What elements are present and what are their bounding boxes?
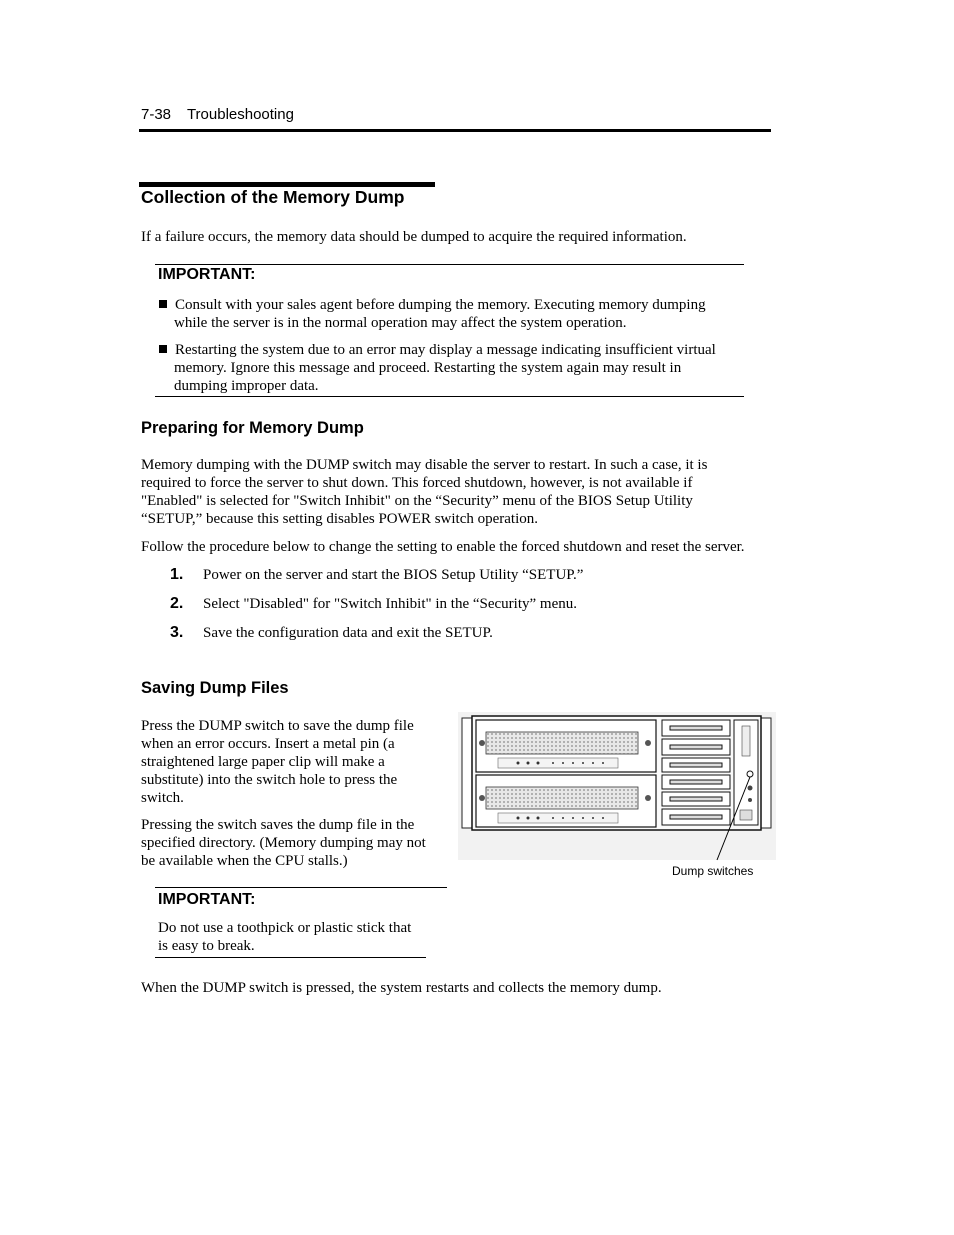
text-line: be available when the CPU stalls.) <box>141 853 348 869</box>
text-line: “SETUP,” because this setting disables POWER switch operation. <box>141 511 539 527</box>
step-text: Power on the server and start the BIOS Setup Utility “SETUP.” <box>203 567 584 583</box>
important-bullet-1 <box>159 296 744 332</box>
bullet-line: Consult with your sales agent before dumping the memory. Executing memory dumping <box>175 297 706 313</box>
section-title: Collection of the Memory Dump <box>141 187 405 207</box>
step-text: Save the configuration data and exit the SETUP. <box>203 625 493 641</box>
text-line: switch. <box>141 790 184 806</box>
running-section-title: Troubleshooting <box>186 106 294 123</box>
bezel-unit-bottom <box>476 775 656 827</box>
saving-paragraph-1 <box>141 717 446 807</box>
text-line: Press the DUMP switch to save the dump file <box>141 718 414 734</box>
dump-switch-hole-icon <box>747 771 753 777</box>
subsection-title-preparing: Preparing for Memory Dump <box>141 419 364 437</box>
subsection-title-saving: Saving Dump Files <box>141 679 289 697</box>
bullet-line: Restarting the system due to an error may display a message indicating insufficient virtual <box>175 342 716 358</box>
text-line: is easy to break. <box>158 938 255 954</box>
important-text-2 <box>158 919 438 955</box>
text-line: specified directory. (Memory dumping may not <box>141 835 426 851</box>
page-number: 7-38 <box>141 106 172 123</box>
bullet-line: while the server is in the normal operation may affect the system operation. <box>174 315 627 331</box>
important-box-2-top-rule <box>155 887 447 888</box>
bullet-line: dumping improper data. <box>174 378 319 394</box>
text-line: Pressing the switch saves the dump file in the <box>141 817 415 833</box>
server-front-panel-figure <box>458 712 776 864</box>
procedure-step-1 <box>170 566 583 584</box>
procedure-step-3 <box>170 624 493 642</box>
bullet-line: memory. Ignore this message and proceed. Restarting the system again may result in <box>174 360 682 376</box>
text-line: required to force the server to shut down. This forced shutdown, however, is not available if <box>141 475 693 491</box>
preparing-paragraph-1 <box>141 456 781 528</box>
preparing-paragraph-2: Follow the procedure below to change the setting to enable the forced shutdown and reset the server. <box>141 539 745 555</box>
important-bullet-2 <box>159 341 744 395</box>
step-number: 1. <box>170 566 184 583</box>
text-line: "Enabled" is selected for "Switch Inhibit" on the “Security” menu of the BIOS Setup Utility <box>141 493 693 509</box>
text-line: substitute) into the switch hole to press the <box>141 772 398 788</box>
important-title-2: IMPORTANT: <box>158 891 256 908</box>
bullet-square-icon <box>159 300 167 308</box>
procedure-step-2 <box>170 595 577 613</box>
figure-caption: Dump switches <box>672 864 754 878</box>
header-rule <box>139 129 771 132</box>
bezel-unit-top <box>476 720 656 772</box>
step-text: Select "Disabled" for "Switch Inhibit" in the “Security” menu. <box>203 596 577 612</box>
text-line: Do not use a toothpick or plastic stick that <box>158 920 412 936</box>
text-line: Memory dumping with the DUMP switch may disable the server to restart. In such a case, it is <box>141 457 708 473</box>
text-line: when an error occurs. Insert a metal pin (a <box>141 736 395 752</box>
important-title-1: IMPORTANT: <box>158 266 256 283</box>
rack-ear-left <box>462 718 472 828</box>
intro-paragraph: If a failure occurs, the memory data should be dumped to acquire the required information. <box>141 229 687 245</box>
text-line: straightened large paper clip will make a <box>141 754 385 770</box>
rack-ear-right <box>761 718 771 828</box>
important-box-2-bottom-rule <box>155 957 426 958</box>
step-number: 2. <box>170 595 184 612</box>
running-header <box>141 106 294 123</box>
saving-paragraph-2 <box>141 816 446 870</box>
closing-paragraph: When the DUMP switch is pressed, the system restarts and collects the memory dump. <box>141 980 662 996</box>
step-number: 3. <box>170 624 184 641</box>
drive-bays <box>662 720 730 825</box>
bullet-square-icon <box>159 345 167 353</box>
